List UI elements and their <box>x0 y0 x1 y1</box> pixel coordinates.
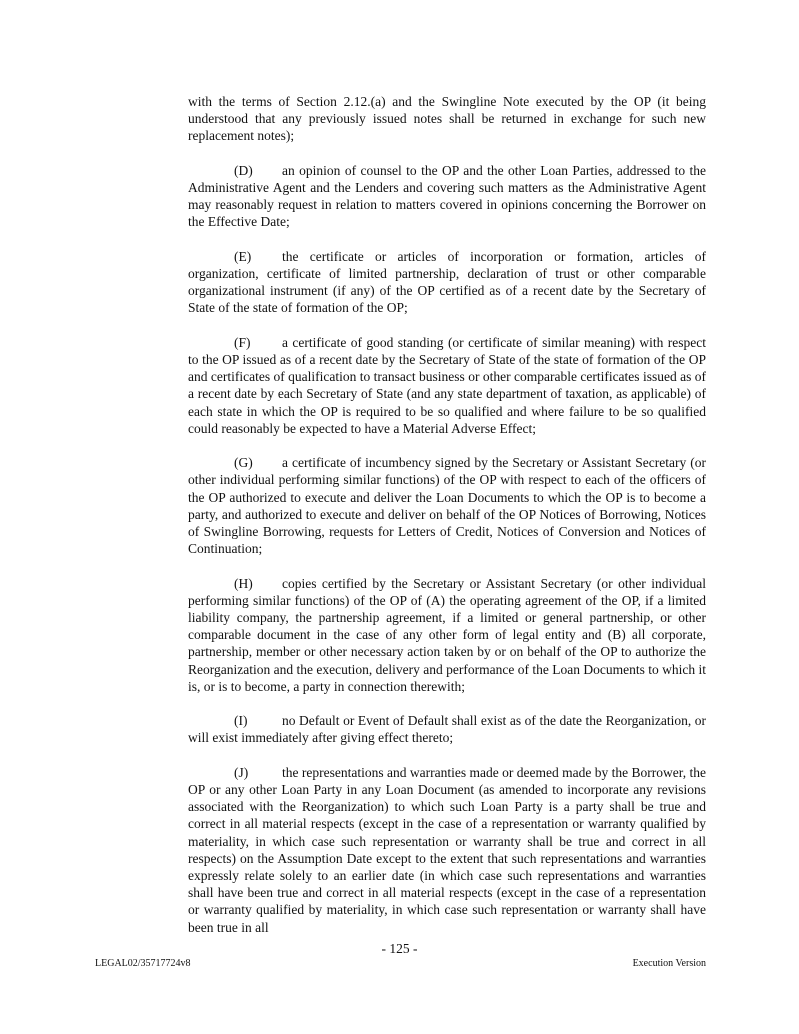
page-number: - 125 - <box>381 941 418 956</box>
clause-d <box>188 162 706 231</box>
clause-f <box>188 334 706 437</box>
clause-text: no Default or Event of Default shall exist as of the date the Reorganization, or will exist immediately after giving effect thereto; <box>188 713 706 746</box>
clause-text: copies certified by the Secretary or Assistant Secretary (or other individual performing similar functions) of the OP of (A) the operating agreement of the OP, if a limited liability company, the partnership agreement, if a limited or general partnership, or other comparable document in the case of any other form of legal entity and (B) all corporate, partnership, member or other necessary action taken by or on behalf of the OP to authorize the Reorganization and the execution, delivery and performance of the Loan Documents to which it is, or is to become, a party in connection therewith; <box>188 575 706 694</box>
clause-text: the certificate or articles of incorporation or formation, articles of organization, certificate of limited partnership, declaration of trust or other comparable organizational instrument (if any) of the OP certified as of a recent date by the Secretary of State of the state of formation of the OP; <box>188 248 706 316</box>
document-body <box>188 93 706 953</box>
clause-text: a certificate of good standing (or certificate of similar meaning) with respect to the OP issued as of a recent date by the Secretary of State of the state of formation of the OP and certificates of qualification to transact business or other comparable certificates issued as of a recent date by each Secretary of State (and any state department of taxation, as applicable) of each state in which the OP is required to be so qualified and where failure to be so qualified could reasonably be expected to have a Material Adverse Effect; <box>188 334 706 436</box>
clause-label: (D) <box>234 162 253 178</box>
clause-i <box>188 712 706 746</box>
version-label: Execution Version <box>632 958 706 969</box>
clause-text: a certificate of incumbency signed by the Secretary or Assistant Secretary (or other individual performing similar functions) of the OP with respect to each of the officers of the OP authorized to execute and deliver the Loan Documents to which the OP is to become a party, and authorized to execute and deliver on behalf of the OP Notices of Borrowing, Notices of Swingline Borrowing, requests for Letters of Credit, Notices of Conversion and Notices of Continuation; <box>188 455 706 557</box>
clause-label: (G) <box>234 455 253 471</box>
clause-label: (J) <box>234 764 249 780</box>
clause-j <box>188 764 706 936</box>
clause-e <box>188 248 706 317</box>
document-id: LEGAL02/35717724v8 <box>95 958 191 969</box>
clause-text: the representations and warranties made or deemed made by the Borrower, the OP or any other Loan Party in any Loan Document (as amended to incorporate any revisions associated with the Reorganization) to which such Loan Party is a party shall be true and correct in all material respects (except in the case of a representation or warranty qualified by materiality, in which case such representation or warranty shall be true and correct in all respects) on the Assumption Date except to the extent that such representations and warranties expressly relate solely to an earlier date (in which case such representations and warranties shall have been true and correct in all material respects (except in the case of a representation or warranty qualified by materiality, in which case such representation or warranty shall have been true in all <box>188 764 706 935</box>
clause-label: (F) <box>234 334 251 350</box>
clause-text: an opinion of counsel to the OP and the other Loan Parties, addressed to the Administrative Agent and the Lenders and covering such matters as the Administrative Agent may reasonably request in relation to matters covered in opinions concerning the Borrower on the Effective Date; <box>188 162 706 230</box>
clause-h <box>188 575 706 695</box>
clause-label: (H) <box>234 575 253 591</box>
opening-paragraph: with the terms of Section 2.12.(a) and the Swingline Note executed by the OP (it being understood that any previously issued notes shall be returned in exchange for such new replacement notes); <box>188 94 706 144</box>
clause-label: (I) <box>234 713 248 729</box>
clause-g <box>188 454 706 557</box>
clause-label: (E) <box>234 248 252 264</box>
